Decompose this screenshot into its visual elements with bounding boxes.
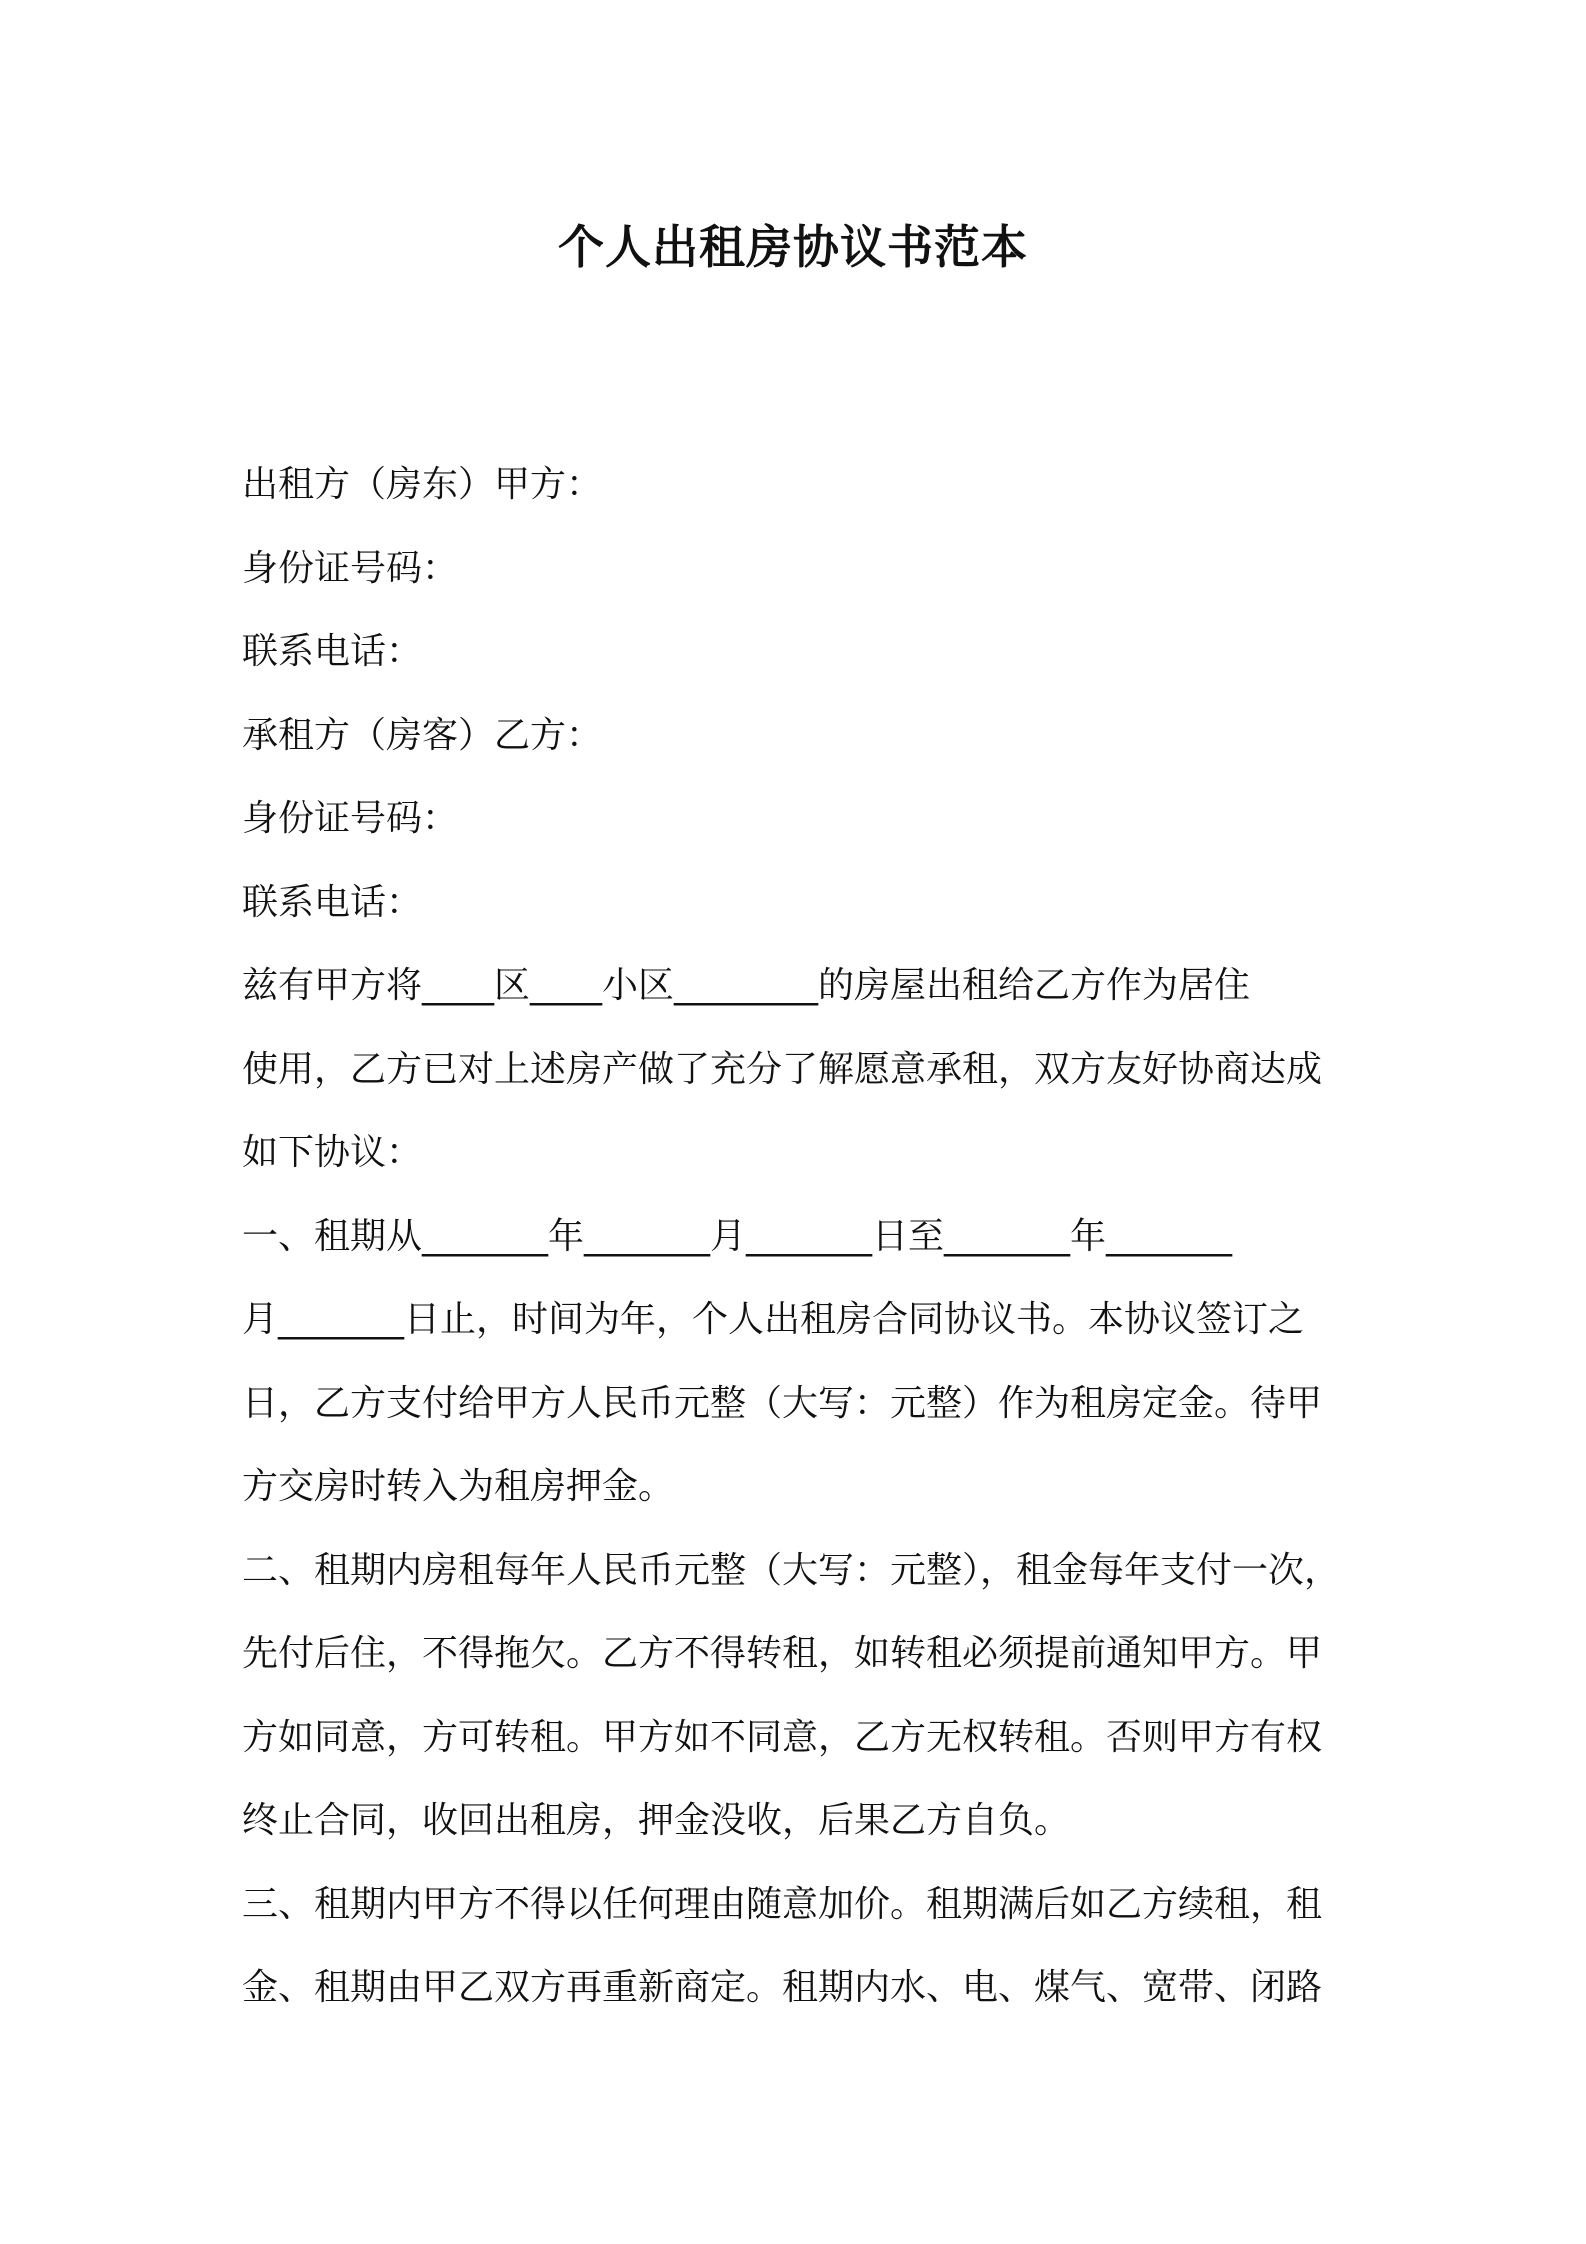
clause-2-line: 二、租期内房租每年人民币元整（大写：元整），租金每年支付一次， xyxy=(242,1549,1341,1591)
clause-3-line: 三、租期内甲方不得以任何理由随意加价。租期满后如乙方续租，租 xyxy=(242,1883,1323,1925)
document-title: 个人出租房协议书范本 xyxy=(558,220,1028,274)
intro-paragraph-line: 兹有甲方将____区____小区________的房屋出租给乙方作为居住 xyxy=(242,965,1251,1006)
clause-3-line: 金、租期由甲乙双方再重新商定。租期内水、电、煤气、宽带、闭路 xyxy=(242,1967,1323,2008)
tenant-id-line: 身份证号码： xyxy=(242,798,459,839)
landlord-id-line: 身份证号码： xyxy=(242,547,459,589)
clause-1-line: 日，乙方支付给甲方人民币元整（大写：元整）作为租房定金。待甲 xyxy=(242,1382,1323,1424)
intro-paragraph-line: 如下协议： xyxy=(242,1132,423,1173)
document-body xyxy=(242,443,1362,2030)
clause-1-line: 月_______日止，时间为年，个人出租房合同协议书。本协议签订之 xyxy=(242,1299,1305,1340)
intro-paragraph-line: 使用，乙方已对上述房产做了充分了解愿意承租，双方友好协商达成 xyxy=(242,1048,1323,1090)
clause-2-line: 终止合同，收回出租房，押金没收，后果乙方自负。 xyxy=(242,1800,1071,1841)
tenant-phone-line: 联系电话： xyxy=(242,881,423,923)
tenant-line: 承租方（房客）乙方： xyxy=(242,714,603,756)
landlord-phone-line: 联系电话： xyxy=(242,631,423,672)
clause-2-line: 先付后住，不得拖欠。乙方不得转租，如转租必须提前通知甲方。甲 xyxy=(242,1633,1323,1674)
clause-1-line: 方交房时转入为租房押金。 xyxy=(242,1466,675,1507)
clause-1-line: 一、租期从_______年_______月_______日至_______年_______ xyxy=(242,1215,1233,1257)
clause-2-line: 方如同意，方可转租。甲方如不同意，乙方无权转租。否则甲方有权 xyxy=(242,1716,1323,1758)
landlord-line: 出租方（房东）甲方： xyxy=(242,464,603,505)
